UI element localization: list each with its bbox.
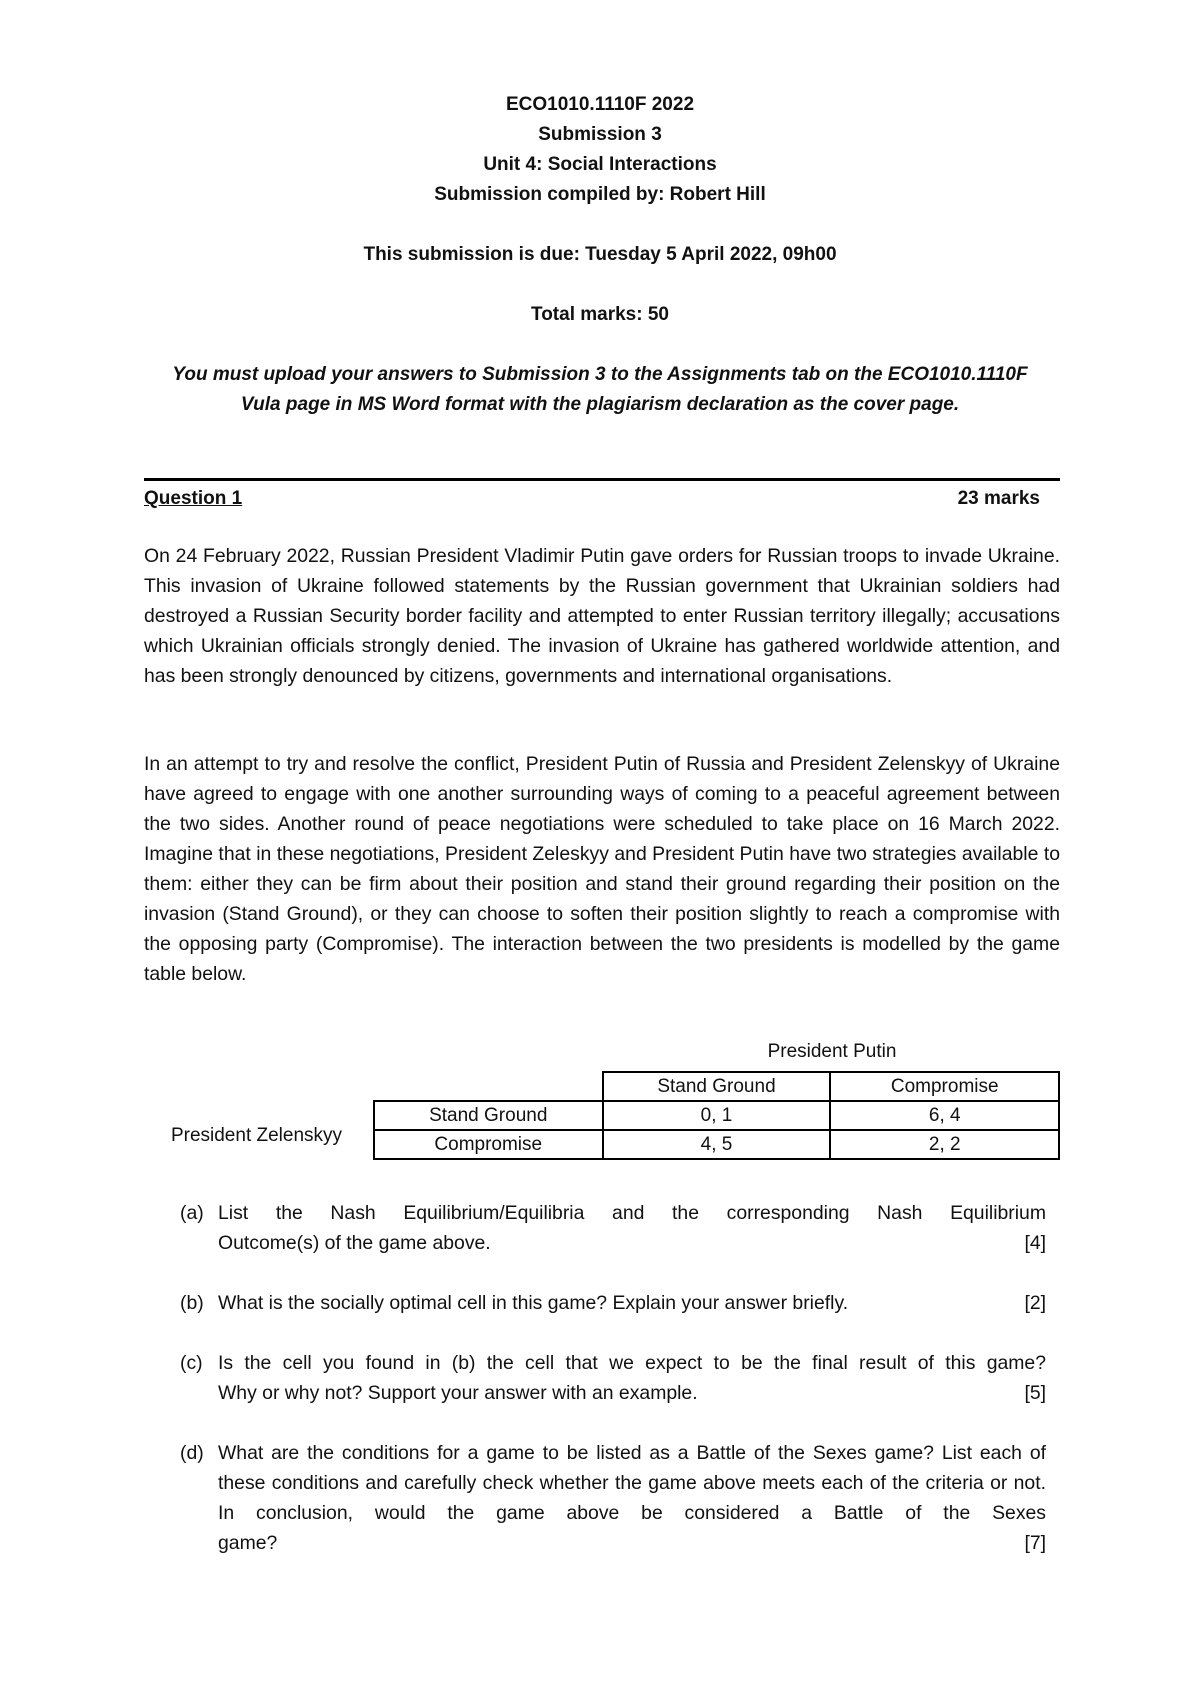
subquestion-d xyxy=(180,1438,1046,1558)
subquestion-text-last: What is the socially optimal cell in this game? Explain your answer briefly. xyxy=(218,1292,849,1314)
subquestion-text-last: Why or why not? Support your answer with an example. xyxy=(218,1382,698,1404)
subquestion-label: (d) xyxy=(180,1442,204,1464)
subquestion-text: What are the conditions for a game to be listed as a Battle of the Sexes game? List each of these conditions and carefully check whether the game above meets each of the criteria or not. In conclusion, would the game above be considered a Battle of the Sexes xyxy=(218,1442,1046,1524)
subquestion-marks: [2] xyxy=(1024,1292,1046,1314)
subquestion-c xyxy=(180,1348,1046,1408)
subquestion-label: (b) xyxy=(180,1292,204,1314)
subquestion-text: Is the cell you found in (b) the cell that we expect to be the final result of this game? xyxy=(218,1352,1046,1374)
subquestion-label: (c) xyxy=(180,1352,203,1374)
question-title: Question 1 xyxy=(144,488,243,509)
question-marks: 23 marks xyxy=(957,488,1040,509)
compiler: Submission compiled by: Robert Hill xyxy=(434,184,766,205)
payoff-table xyxy=(373,1071,1060,1160)
row-header: Compromise xyxy=(374,1130,603,1159)
subquestion-b xyxy=(180,1288,1046,1318)
submission-number: Submission 3 xyxy=(538,124,662,145)
col-header: Compromise xyxy=(830,1072,1059,1101)
document-header xyxy=(0,90,1200,420)
subquestion-marks: [4] xyxy=(1024,1232,1046,1254)
payoff-cell: 6, 4 xyxy=(830,1101,1059,1130)
total-marks: Total marks: 50 xyxy=(531,304,669,325)
subquestion-text: List the Nash Equilibrium/Equilibria and the corresponding Nash Equilibrium xyxy=(218,1202,1046,1224)
subquestion-text-last: Outcome(s) of the game above. xyxy=(218,1232,491,1254)
corner-cell xyxy=(374,1072,603,1101)
unit-title: Unit 4: Social Interactions xyxy=(483,154,717,175)
payoff-cell: 4, 5 xyxy=(603,1130,831,1159)
divider xyxy=(144,478,1060,481)
row-header: Stand Ground xyxy=(374,1101,603,1130)
row-player-label: President Zelenskyy xyxy=(170,1125,343,1146)
subquestion-text-last: game? xyxy=(218,1532,278,1554)
payoff-cell: 2, 2 xyxy=(830,1130,1059,1159)
col-header: Stand Ground xyxy=(603,1072,831,1101)
game-table xyxy=(144,1041,1060,1171)
subquestion-a xyxy=(180,1198,1046,1258)
subquestion-marks: [5] xyxy=(1024,1382,1046,1404)
subquestion-label: (a) xyxy=(180,1202,204,1224)
payoff-cell: 0, 1 xyxy=(603,1101,831,1130)
paragraph-2: In an attempt to try and resolve the conflict, President Putin of Russia and President Zelenskyy of Ukraine have agreed to engage with one another surrounding ways of coming to a peaceful agreement between the two sides. Another round of peace negotiations were scheduled to take place on 16 March 2022. Imagine that in these negotiations, President Zeleskyy and President Putin have two strategies available to them: either they can be firm about their position and stand their ground regarding their position on the invasion (Stand Ground), or they can choose to soften their position slightly to reach a compromise with the opposing party (Compromise). The interaction between the two presidents is modelled by the game table below. xyxy=(144,753,1060,985)
column-player-label: President Putin xyxy=(767,1041,897,1062)
subquestion-marks: [7] xyxy=(1024,1532,1046,1554)
question-heading xyxy=(144,484,1040,514)
paragraph-1: On 24 February 2022, Russian President Vladimir Putin gave orders for Russian troops to invade Ukraine. This invasion of Ukraine followed statements by the Russian government that Ukrainian soldiers had destroyed a Russian Security border facility and attempted to enter Russian territory illegally; accusations which Ukrainian officials strongly denied. The invasion of Ukraine has gathered worldwide attention, and has been strongly denounced by citizens, governments and international organisations. xyxy=(144,545,1060,687)
course-code: ECO1010.1110F 2022 xyxy=(505,94,695,115)
upload-instruction: You must upload your answers to Submission 3 to the Assignments tab on the ECO1010.1110F Vula page in MS Word format with the plagiarism declaration as the cover page. xyxy=(172,364,1028,415)
due-date: This submission is due: Tuesday 5 April 2022, 09h00 xyxy=(363,244,837,265)
